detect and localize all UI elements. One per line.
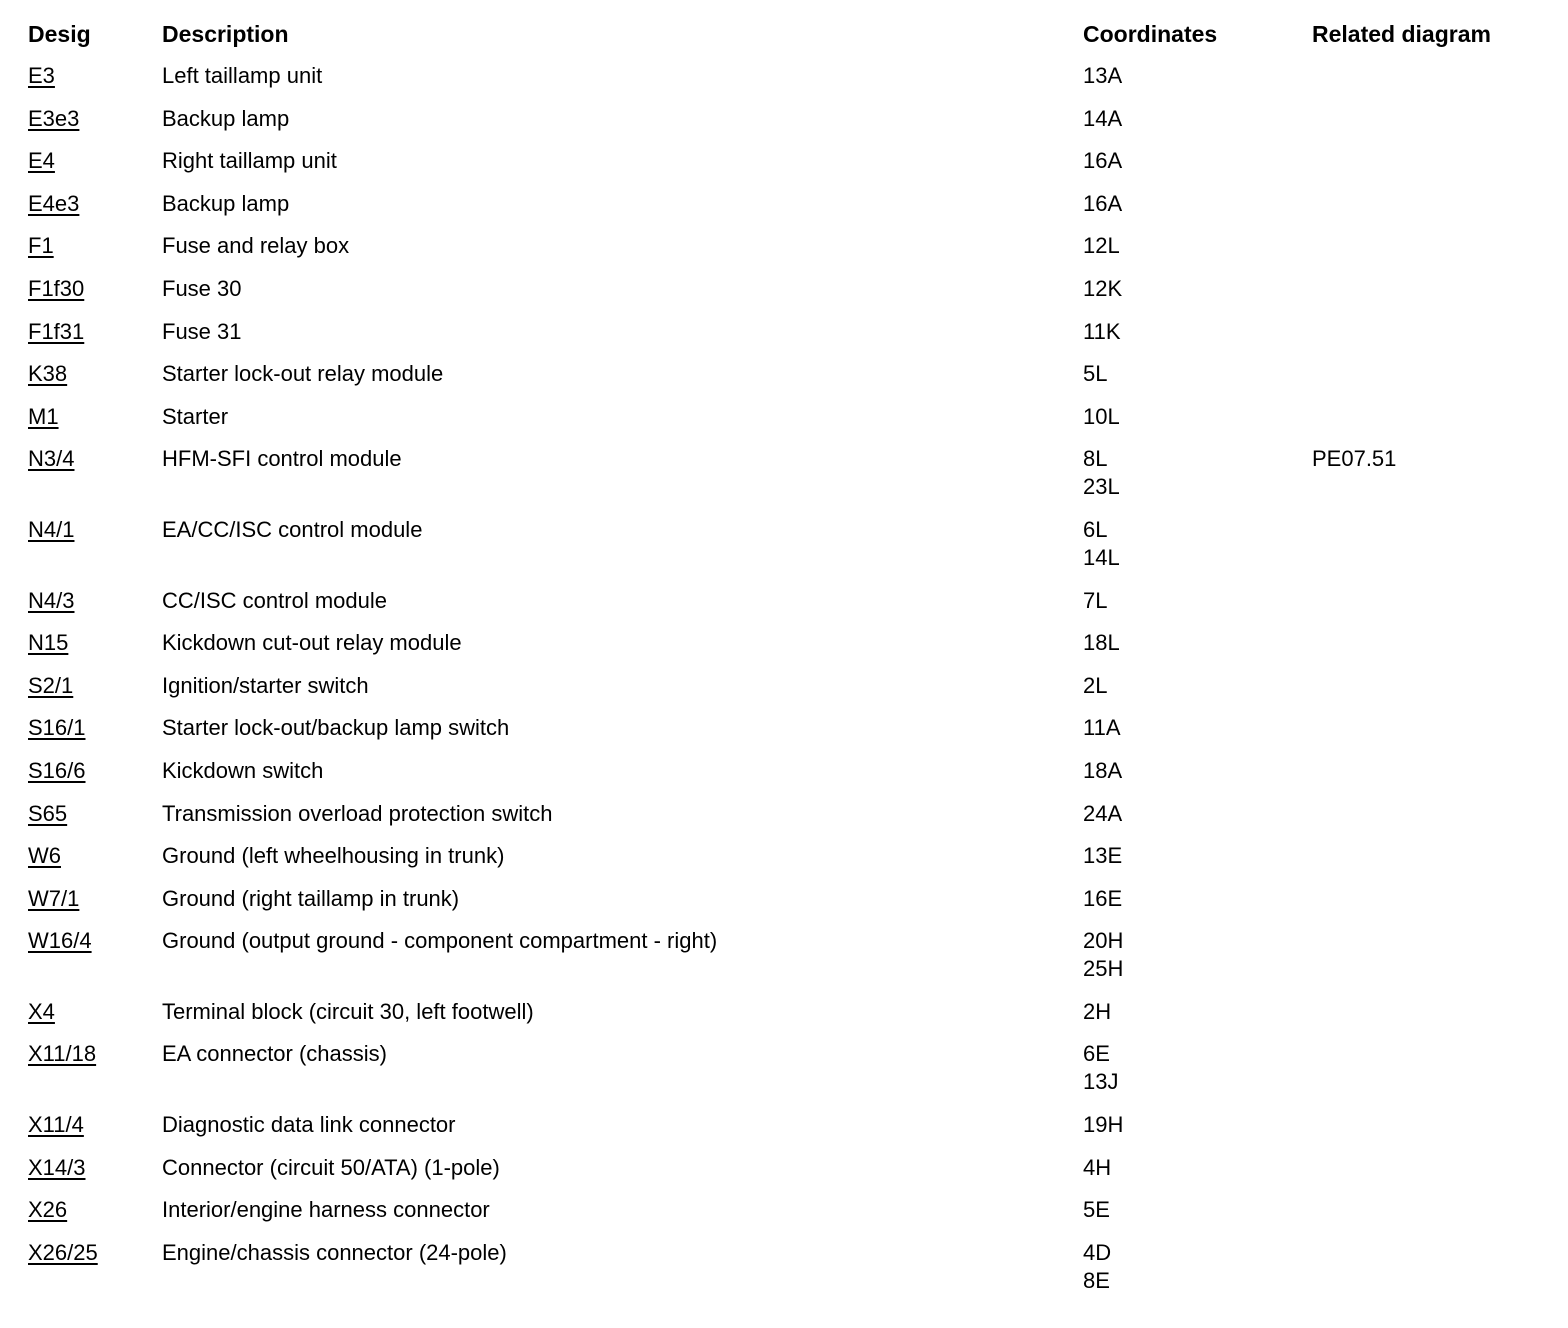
table-row [28, 1040, 1548, 1111]
table-row [28, 275, 1548, 318]
coordinate-value: 8L [1083, 446, 1108, 472]
desig-link[interactable]: E3 [28, 63, 55, 88]
coordinates-cell [1083, 445, 1312, 516]
desig-link[interactable]: X4 [28, 998, 55, 1024]
coordinates-cell [1083, 1111, 1312, 1154]
coordinate-value: 20H [1083, 928, 1124, 954]
desig-cell [28, 516, 162, 587]
table-row [28, 1154, 1548, 1197]
desig-cell [28, 672, 162, 715]
desig-link[interactable]: S2/1 [28, 672, 74, 698]
coordinates-cell [1083, 318, 1312, 361]
table-row [28, 800, 1548, 843]
table-header [28, 20, 1548, 62]
coordinate-value: 5L [1083, 361, 1108, 387]
desig-cell [28, 714, 162, 757]
coordinates-cell [1083, 147, 1312, 190]
coordinates-cell [1083, 516, 1312, 587]
coordinates-cell [1083, 62, 1312, 105]
header-row [28, 20, 1548, 62]
description-cell: Diagnostic data link connector [162, 1112, 456, 1138]
desig-cell [28, 1040, 162, 1111]
desig-cell [28, 842, 162, 885]
description-cell: Kickdown switch [162, 757, 324, 783]
desig-cell [28, 1111, 162, 1154]
coordinate-value: 4H [1083, 1154, 1112, 1180]
coordinate-value: 14L [1083, 544, 1120, 570]
component-legend-table [28, 20, 1548, 1309]
table-row [28, 318, 1548, 361]
coordinates-cell [1083, 1154, 1312, 1197]
desig-cell [28, 800, 162, 843]
table-row [28, 927, 1548, 998]
desig-cell [28, 232, 162, 275]
description-cell: Terminal block (circuit 30, left footwell) [162, 998, 534, 1024]
coordinate-value: 11A [1083, 715, 1121, 741]
coordinate-value: 25H [1083, 956, 1124, 982]
related-diagram-cell [1312, 885, 1548, 928]
table-row [28, 445, 1548, 516]
coordinate-value: 24A [1083, 800, 1123, 826]
coordinate-value: 18A [1083, 757, 1123, 783]
description-cell: Starter lock-out/backup lamp switch [162, 715, 510, 741]
coordinate-value: 2L [1083, 672, 1108, 698]
desig-cell [28, 927, 162, 998]
table-body [28, 62, 1548, 1309]
desig-cell [28, 147, 162, 190]
table-row [28, 1196, 1548, 1239]
coordinates-cell [1083, 1196, 1312, 1239]
table-row [28, 190, 1548, 233]
related-diagram-cell [1312, 927, 1548, 998]
desig-link[interactable]: W16/4 [28, 928, 92, 954]
related-diagram-cell [1312, 672, 1548, 715]
description-cell: Backup lamp [162, 105, 290, 131]
desig-link[interactable]: M1 [28, 403, 59, 429]
related-diagram-cell: PE07.51 [1312, 446, 1397, 472]
related-diagram-cell [1312, 1196, 1548, 1239]
desig-link[interactable]: E3e3 [28, 105, 80, 131]
header-coordinates: Coordinates [1083, 21, 1218, 47]
coordinate-value: 16E [1083, 885, 1123, 911]
coordinates-cell [1083, 360, 1312, 403]
header-description: Description [162, 21, 289, 47]
related-diagram-cell [1312, 1154, 1548, 1197]
coordinate-value: 16A [1083, 190, 1123, 216]
coordinate-value: 18L [1083, 630, 1120, 656]
desig-link[interactable]: F1f30 [28, 275, 85, 301]
desig-link[interactable]: X14/3 [28, 1154, 86, 1180]
table-row [28, 629, 1548, 672]
coordinates-cell [1083, 587, 1312, 630]
related-diagram-cell [1312, 403, 1548, 446]
coordinate-value: 4D [1083, 1239, 1112, 1265]
description-cell: Interior/engine harness connector [162, 1197, 490, 1223]
table-row [28, 842, 1548, 885]
desig-cell [28, 62, 162, 105]
related-diagram-cell [1312, 232, 1548, 275]
description-cell: Fuse 31 [162, 318, 242, 344]
description-cell: Ground (right taillamp in trunk) [162, 885, 460, 911]
description-cell: Right taillamp unit [162, 148, 337, 174]
table-row [28, 105, 1548, 148]
coordinates-cell [1083, 232, 1312, 275]
description-cell: Backup lamp [162, 190, 290, 216]
coordinate-value: 12L [1083, 233, 1120, 259]
description-cell: Fuse 30 [162, 275, 242, 301]
table-row [28, 232, 1548, 275]
description-cell: Kickdown cut-out relay module [162, 630, 462, 656]
coordinates-cell [1083, 927, 1312, 998]
table-row [28, 62, 1548, 105]
coordinates-cell [1083, 403, 1312, 446]
description-cell: Ignition/starter switch [162, 672, 369, 698]
desig-cell [28, 1196, 162, 1239]
table-row [28, 516, 1548, 587]
coordinate-value: 6E [1083, 1041, 1110, 1067]
desig-cell [28, 105, 162, 148]
coordinates-cell [1083, 800, 1312, 843]
coordinates-cell [1083, 275, 1312, 318]
desig-link[interactable]: N3/4 [28, 446, 75, 472]
desig-link[interactable]: K38 [28, 361, 68, 387]
coordinate-value: 6L [1083, 516, 1108, 542]
desig-cell [28, 757, 162, 800]
desig-cell [28, 190, 162, 233]
desig-link[interactable]: X26/25 [28, 1239, 98, 1265]
coordinate-value: 7L [1083, 587, 1108, 613]
coordinates-cell [1083, 105, 1312, 148]
desig-cell [28, 629, 162, 672]
related-diagram-cell [1312, 105, 1548, 148]
table-row [28, 587, 1548, 630]
coordinates-cell [1083, 714, 1312, 757]
related-diagram-cell [1312, 1040, 1548, 1111]
desig-cell [28, 587, 162, 630]
related-diagram-cell [1312, 62, 1548, 105]
coordinates-cell [1083, 842, 1312, 885]
desig-link[interactable]: W7/1 [28, 885, 80, 911]
description-cell: Ground (output ground - component compartment - right) [162, 928, 718, 954]
coordinate-value: 13E [1083, 843, 1123, 869]
header-related-diagram: Related diagram [1312, 21, 1491, 47]
coordinate-value: 10L [1083, 403, 1120, 429]
related-diagram-cell [1312, 1239, 1548, 1310]
desig-cell [28, 275, 162, 318]
related-diagram-cell [1312, 275, 1548, 318]
table-row [28, 403, 1548, 446]
desig-link[interactable]: X11/4 [28, 1112, 84, 1138]
desig-cell [28, 998, 162, 1041]
desig-link[interactable]: N4/1 [28, 516, 75, 542]
table-row [28, 714, 1548, 757]
desig-link[interactable]: S16/6 [28, 757, 86, 783]
description-cell: Ground (left wheelhousing in trunk) [162, 843, 505, 869]
desig-cell [28, 403, 162, 446]
related-diagram-cell [1312, 318, 1548, 361]
coordinates-cell [1083, 190, 1312, 233]
desig-link[interactable]: E4 [28, 148, 55, 174]
coordinate-value: 8E [1083, 1267, 1110, 1293]
description-cell: Starter [162, 403, 229, 429]
related-diagram-cell [1312, 1111, 1548, 1154]
coordinates-cell [1083, 672, 1312, 715]
desig-link[interactable]: X11/18 [28, 1041, 97, 1067]
description-cell: EA connector (chassis) [162, 1041, 387, 1067]
description-cell: Transmission overload protection switch [162, 800, 553, 826]
description-cell: Starter lock-out relay module [162, 361, 444, 387]
related-diagram-cell [1312, 842, 1548, 885]
coordinate-value: 16A [1083, 148, 1123, 174]
coordinate-value: 12K [1083, 275, 1123, 301]
coordinates-cell [1083, 1239, 1312, 1310]
coordinate-value: 11K [1083, 318, 1121, 344]
desig-cell [28, 1154, 162, 1197]
desig-link[interactable]: X26 [28, 1197, 68, 1223]
table-row [28, 1111, 1548, 1154]
related-diagram-cell [1312, 190, 1548, 233]
related-diagram-cell [1312, 757, 1548, 800]
desig-link[interactable]: F1 [28, 233, 54, 259]
coordinates-cell [1083, 998, 1312, 1041]
description-cell: Left taillamp unit [162, 63, 323, 88]
desig-link[interactable]: W6 [28, 843, 61, 869]
table-row [28, 672, 1548, 715]
desig-cell [28, 318, 162, 361]
related-diagram-cell [1312, 587, 1548, 630]
coordinates-cell [1083, 757, 1312, 800]
coordinates-cell [1083, 629, 1312, 672]
coordinates-cell [1083, 885, 1312, 928]
description-cell: Fuse and relay box [162, 233, 350, 259]
coordinate-value: 14A [1083, 105, 1123, 131]
desig-link[interactable]: S16/1 [28, 715, 86, 741]
table-row [28, 885, 1548, 928]
desig-link[interactable]: S65 [28, 800, 68, 826]
description-cell: EA/CC/ISC control module [162, 516, 423, 542]
table-row [28, 147, 1548, 190]
table-row [28, 360, 1548, 403]
table-row [28, 1239, 1548, 1310]
desig-link[interactable]: N4/3 [28, 587, 75, 613]
coordinate-value: 13J [1083, 1069, 1119, 1095]
table-row [28, 998, 1548, 1041]
description-cell: Connector (circuit 50/ATA) (1-pole) [162, 1154, 500, 1180]
desig-cell [28, 360, 162, 403]
desig-link[interactable]: N15 [28, 630, 69, 656]
table-row [28, 757, 1548, 800]
desig-cell [28, 445, 162, 516]
desig-link[interactable]: F1f31 [28, 318, 85, 344]
description-cell: HFM-SFI control module [162, 446, 402, 472]
description-cell: CC/ISC control module [162, 587, 387, 613]
coordinate-value: 19H [1083, 1112, 1124, 1138]
description-cell: Engine/chassis connector (24-pole) [162, 1239, 507, 1265]
related-diagram-cell [1312, 516, 1548, 587]
coordinate-value: 5E [1083, 1197, 1110, 1223]
desig-link[interactable]: E4e3 [28, 190, 80, 216]
desig-cell [28, 885, 162, 928]
related-diagram-cell [1312, 360, 1548, 403]
desig-cell [28, 1239, 162, 1310]
related-diagram-cell [1312, 800, 1548, 843]
related-diagram-cell [1312, 998, 1548, 1041]
related-diagram-cell [1312, 629, 1548, 672]
coordinates-cell [1083, 1040, 1312, 1111]
coordinate-value: 23L [1083, 474, 1120, 500]
coordinate-value: 2H [1083, 998, 1112, 1024]
related-diagram-cell [1312, 147, 1548, 190]
related-diagram-cell [1312, 714, 1548, 757]
header-desig: Desig [28, 21, 91, 47]
coordinate-value: 13A [1083, 63, 1123, 88]
